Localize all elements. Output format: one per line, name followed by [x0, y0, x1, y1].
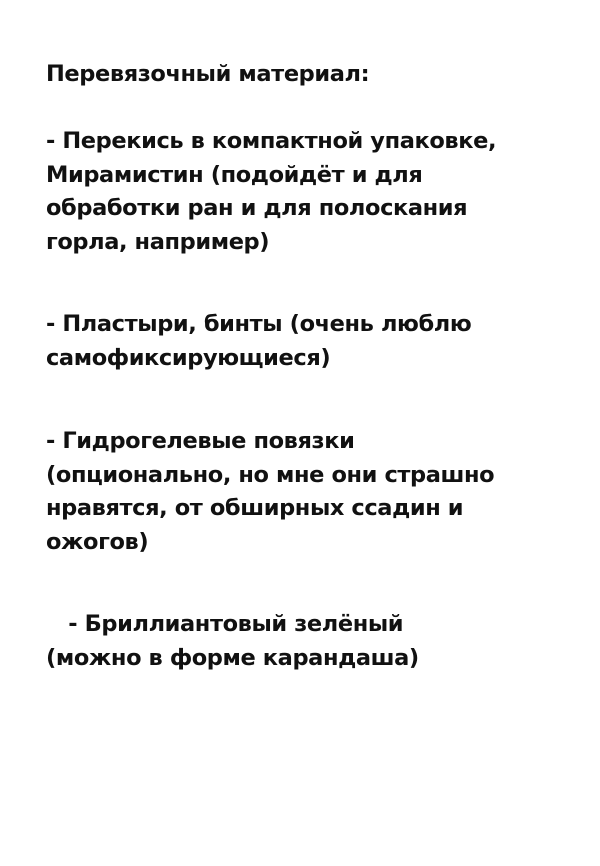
list-item-plasters: - Пластыри, бинты (очень люблю самофиксирующиеся) [46, 311, 472, 371]
list-item-hydrogel-dressings: - Гидрогелевые повязки (опционально, но мне они страшно нравятся, от обширных ссадин и ожогов) [46, 428, 495, 555]
list-item-antiseptics: - Перекись в компактной упаковке, Мирамистин (подойдёт и для обработки ран и для полоскания горла, например) [46, 128, 497, 255]
page-title: Перевязочный материал: [46, 61, 370, 87]
list-item-brilliant-green: - Бриллиантовый зелёный (можно в форме карандаша) [46, 611, 419, 671]
